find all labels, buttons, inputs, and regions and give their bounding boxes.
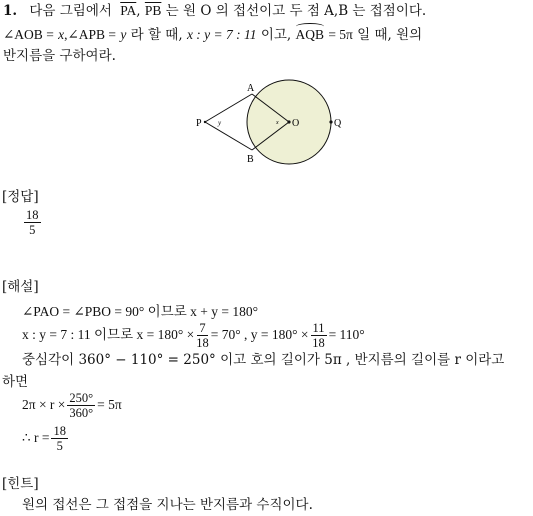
solution-l2-c: = 110° <box>328 327 365 342</box>
solution-l2-frac2-num: 11 <box>312 320 325 335</box>
answer-numerator: 18 <box>26 208 39 222</box>
arc-aqb: AQB <box>295 27 325 42</box>
problem-line-2 <box>3 27 422 43</box>
problem-text-e: 일 때, 원의 <box>357 27 423 43</box>
segment-pa: $\overline{PA}$ <box>120 3 137 18</box>
tangent-circle-figure <box>190 76 350 168</box>
solution-l2-frac2-den: 18 <box>312 335 325 350</box>
solution-line-5 <box>22 390 122 420</box>
point-p <box>204 121 206 123</box>
solution-l5-frac-num: 250° <box>69 390 94 405</box>
problem-text-a: 다음 그림에서 <box>29 3 112 19</box>
label-p: P <box>196 118 202 129</box>
solution-l6-a: ∴ r = <box>22 430 50 445</box>
angle-apb-label: ,∠APB = <box>64 27 117 42</box>
solution-line-3: 중심각이 360° − 110° = 250° 이고 호의 길이가 5π , 반지름의 길이를 r 이라고 <box>22 352 505 368</box>
label-b: B <box>247 154 254 165</box>
angle-aob-label: ∠AOB = <box>3 27 54 42</box>
solution-line-1: ∠PAO = ∠PBO = 90° 이므로 x + y = 180° <box>22 304 259 319</box>
tangent-pa <box>205 94 252 122</box>
segment-pb: $\overline{PB}$ <box>144 3 162 18</box>
label-a: A <box>247 83 255 94</box>
point-q <box>329 120 332 123</box>
label-y: y <box>218 119 222 127</box>
ratio: x : y = 7 : 11 <box>186 27 257 42</box>
problem-text-f: 반지름을 구하여라. <box>3 48 116 64</box>
solution-l2-b: = 70° , y = 180° × <box>210 327 309 342</box>
problem-line-1: 1. 다음 그림에서 $\overline{PA}$, $\overline{PB}$ 는 원 O 의 접선이고 두 점 A,B 는 접점이다. <box>3 3 427 19</box>
answer-denominator: 5 <box>29 223 36 237</box>
answer-heading: [정답] <box>2 189 39 205</box>
solution-line-4: 하면 <box>2 374 29 390</box>
label-x: x <box>276 120 279 126</box>
var-x: x <box>58 27 65 42</box>
solution-l5-b: = 5π <box>97 397 122 412</box>
label-q: Q <box>334 118 342 129</box>
problem-number: 1. <box>3 3 18 19</box>
arc-value: = 5π <box>328 27 353 42</box>
solution-l5-a: 2π × r × <box>22 397 66 412</box>
problem-text-b: 는 원 O 의 접선이고 두 점 A,B 는 접점이다. <box>165 3 427 19</box>
solution-line-2 <box>22 321 365 349</box>
tangent-pb <box>205 122 252 150</box>
solution-l6-frac-num: 18 <box>53 423 66 438</box>
problem-text-c: 라 할 때, <box>130 27 183 43</box>
var-y: y <box>120 27 127 42</box>
solution-heading: [해설] <box>2 279 39 295</box>
point-o <box>287 120 290 123</box>
answer-value <box>22 208 43 237</box>
solution-line-6 <box>22 422 70 454</box>
hint-text: 원의 접선은 그 접점을 지나는 반지름과 수직이다. <box>22 497 313 513</box>
solution-l2-frac1-num: 7 <box>199 320 206 335</box>
solution-l5-frac-den: 360° <box>69 405 94 420</box>
problem-line-3 <box>3 48 116 64</box>
problem-text-d: 이고, <box>260 27 292 43</box>
solution-l2-a: x : y = 7 : 11 이므로 x = 180° × <box>22 327 195 342</box>
label-o: O <box>292 118 300 129</box>
hint-heading: [힌트] <box>2 476 39 492</box>
solution-l2-frac1-den: 18 <box>196 335 209 350</box>
solution-l6-frac-den: 5 <box>56 438 63 453</box>
